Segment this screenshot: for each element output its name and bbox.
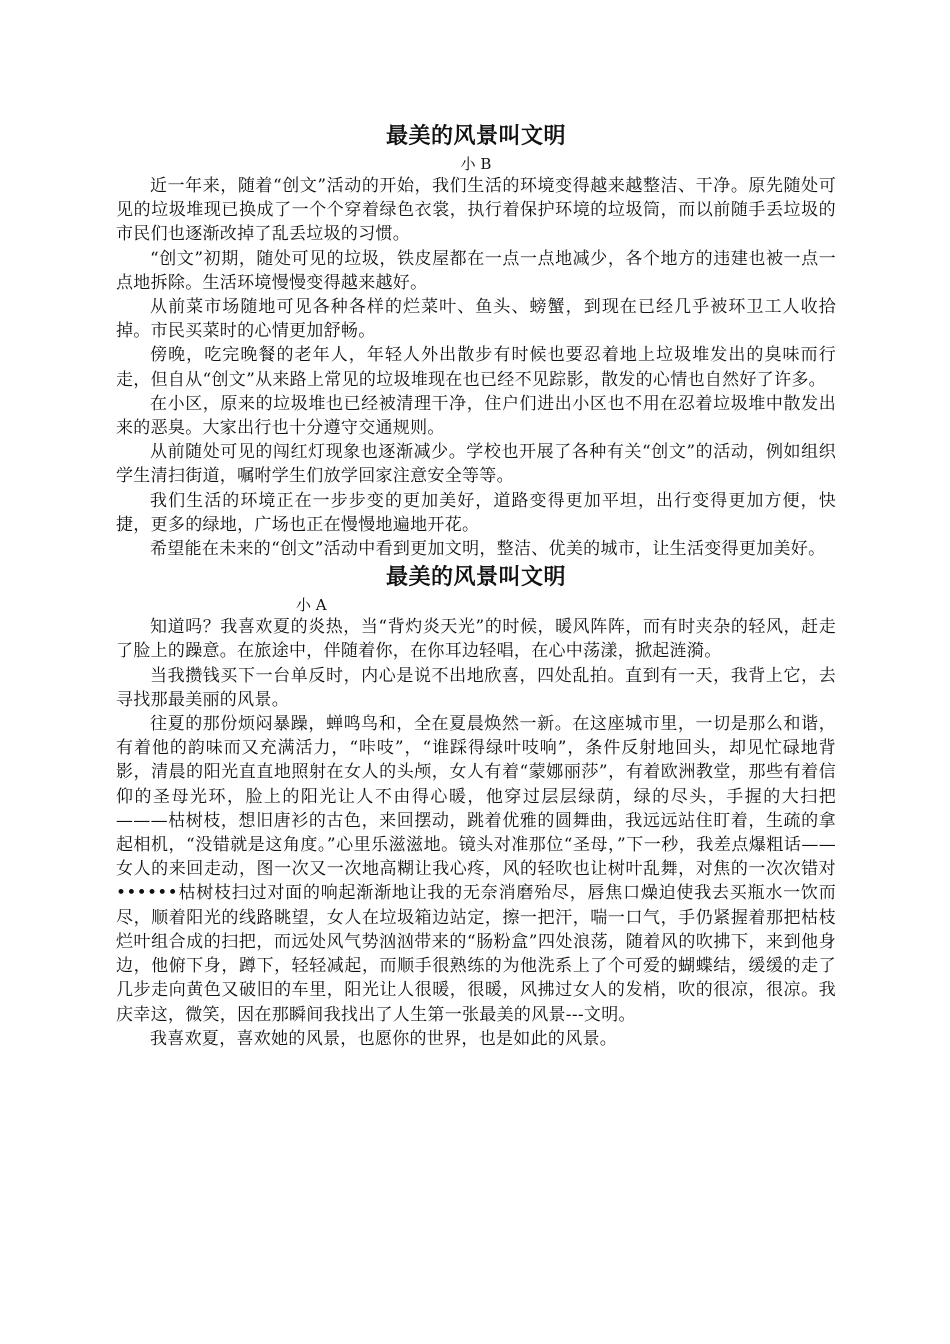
paragraph: 在小区，原来的垃圾堆也已经被清理干净，住户们进出小区也不用在忍着垃圾堆中散发出来的恶臭。大家出行也十分遵守交通规则。 [116, 393, 836, 439]
paragraph: “创文”初期，随处可见的垃圾，铁皮屋都在一点一点地减少，各个地方的违建也被一点一点地拆除。生活环境慢慢变得越来越好。 [116, 248, 836, 293]
paragraph: 我们生活的环境正在一步步变的更加美好，道路变得更加平坦，出行变得更加方便，快捷，更多的绿地，广场也正在慢慢地遍地开花。 [116, 490, 836, 535]
article-author: 小 B [460, 155, 492, 173]
document-page [116, 120, 836, 1051]
paragraph: 知道吗？我喜欢夏的炎热，当“背灼炎天光”的时候，暖风阵阵，而有时夹杂的轻风，赶走了脸上的躁意。在旅途中，伴随着你，在你耳边轻唱，在心中荡漾，掀起涟漪。 [116, 617, 836, 662]
article-title: 最美的风景叫文明 [385, 124, 566, 149]
article-1 [116, 120, 836, 561]
paragraph: 往夏的那份烦闷暴躁，蝉鸣鸟和，全在夏晨焕然一新。在这座城市里，一切是那么和谐，有着他的韵味而又充满活力，“咔吱”，“谁踩得绿叶吱响”，条件反射地回头，却见忙碌地背影，清晨的阳光直直地照射在女人的头颅，女人有着“蒙娜丽莎”，有着欧洲教堂，那些有着信仰的圣母光环，脸上的阳光让人不由得心暖，他穿过层层绿荫，绿的尽头，手握的大扫把———枯树枝，想旧唐衫的古色，来回摆动，跳着优雅的圆舞曲，我远远站住盯着，生疏的拿起相机，“没错就是这角度。”心里乐滋滋地。镜头对准那位“圣母，”下一秒，我差点爆粗话——女人的来回走动，图一次又一次地高糊让我心疼，风的轻吹也让树叶乱舞，对焦的一次次错对••••••枯树枝扫过对面的响起渐渐地让我的无奈消磨殆尽，唇焦口燥迫使我去买瓶水一饮而尽，顺着阳光的线路眺望，女人在垃圾箱边站定，擦一把汗，喘一口气，手仍紧握着那把枯枝烂叶组合成的扫把，而远处风气势汹汹带来的“肠粉盒”四处浪荡，随着风的吹拂下，来到他身边，他俯下身，蹲下，轻轻减起，而顺手很熟练的为他洗系上了个可爱的蝴蝶结，缓缓的走了几步走向黄色又破旧的车里，阳光让人很暖，很暖，风拂过女人的发梢，吹的很凉，很凉。我庆幸这，微笑，因在那瞬间我找出了人生第一张最美的风景---文明。 [116, 714, 836, 1025]
article-title: 最美的风景叫文明 [385, 565, 566, 591]
paragraph: 希望能在未来的“创文”活动中看到更加文明，整洁、优美的城市，让生活变得更加美好。 [150, 539, 826, 560]
paragraph: 从前菜市场随地可见各种各样的烂菜叶、鱼头、螃蟹，到现在已经几乎被环卫工人收拾掉。市民买菜时的心情更加舒畅。 [116, 297, 836, 342]
article-2 [116, 561, 836, 1051]
paragraph: 从前随处可见的闯红灯现象也逐渐减少。学校也开展了各种有关“创文”的活动，例如组织学生清扫街道，嘱咐学生们放学回家注意安全等等。 [116, 442, 836, 487]
paragraph: 傍晚，吃完晚餐的老年人，年轻人外出散步有时候也要忍着地上垃圾堆发出的臭味而行走，但自从“创文”从来路上常见的垃圾堆现在也已经不见踪影，散发的心情也自然好了许多。 [116, 345, 836, 390]
article-author: 小 A [296, 596, 327, 615]
paragraph: 当我攒钱买下一台单反时，内心是说不出地欣喜，四处乱拍。直到有一天，我背上它，去寻找那最美丽的风景。 [116, 665, 836, 710]
paragraph: 近一年来，随着“创文”活动的开始，我们生活的环境变得越来越整洁、干净。原先随处可见的垃圾堆现已换成了一个个穿着绿色衣裳，执行着保护环境的垃圾筒，而以前随手丢垃圾的市民们也逐渐改掉了乱丢垃圾的习惯。 [116, 176, 836, 245]
paragraph: 我喜欢夏，喜欢她的风景，也愿你的世界，也是如此的风景。 [150, 1028, 618, 1049]
